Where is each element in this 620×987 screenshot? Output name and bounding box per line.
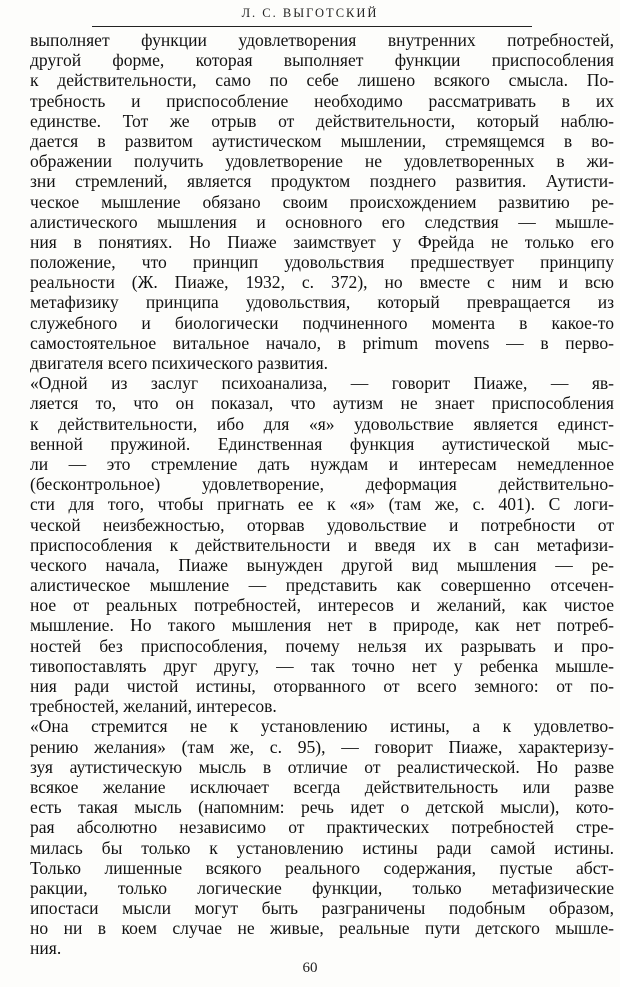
text-line: метафизику принципа удовольствия, который превращается из bbox=[30, 292, 614, 313]
text-line: ния ради чистой истины, оторванного от всего земного: от по- bbox=[30, 676, 614, 696]
text-line: мышление. Но такого мышления нет в природе, как нет потреб- bbox=[30, 615, 614, 636]
text-line: милась бы только к установлению истины ради самой истины. bbox=[30, 837, 614, 858]
text-line: ния. bbox=[30, 938, 62, 959]
header-rule bbox=[92, 26, 532, 27]
text-line: реальности (Ж. Пиаже, 1932, с. 372), но вместе с ним и всю bbox=[30, 272, 614, 293]
text-line: зуя аутистическую мысль в отличие от реалистической. Но разве bbox=[30, 756, 614, 777]
text-line: ческой неизбежностью, оторвав удовольствие и потребности от bbox=[30, 514, 614, 535]
text-line: ное от реальных потребностей, интересов и желаний, как чистое bbox=[30, 595, 614, 616]
text-line: ния в понятиях. Но Пиаже заимствует у Фрейда не только его bbox=[30, 231, 614, 252]
text-line: но ни в коем случае не живые, реальные пути детского мышле- bbox=[30, 918, 614, 939]
text-line: венной пружиной. Единственная функция аутистической мыс- bbox=[30, 433, 614, 454]
text-line: к действительности, ибо для «я» удовольствие является единст- bbox=[30, 413, 614, 434]
text-line: приспособления к действительности и введя их в сан метафизи- bbox=[30, 534, 614, 555]
text-line: ипостаси мысли могут быть разграничены подобным образом, bbox=[30, 898, 614, 919]
text-line: единстве. Тот же отрыв от действительности, который наблю- bbox=[30, 110, 614, 131]
text-line: к действительности, само по себе лишено всякого смысла. По- bbox=[30, 70, 614, 91]
text-line: «Одной из заслуг психоанализа, — говорит Пиаже, — яв- bbox=[30, 373, 614, 394]
text-line: сти для того, чтобы пригнать ее к «я» (там же, с. 401). С логи- bbox=[30, 494, 614, 515]
text-line: алистического мышления и основного его следствия — мышле- bbox=[30, 211, 614, 232]
text-line: требность и приспособление необходимо рассматривать в их bbox=[30, 90, 614, 111]
text-line: ли — это стремление дать нуждам и интересам немедленное bbox=[30, 453, 614, 474]
running-head: Л. С. ВЫГОТСКИЙ bbox=[241, 6, 379, 20]
text-line: другой форме, которая выполняет функции приспособления bbox=[30, 50, 614, 71]
page-number: 60 bbox=[302, 960, 318, 976]
paragraph-1 bbox=[30, 30, 614, 373]
text-line: алистическое мышление — представить как совершенно отсечен- bbox=[30, 575, 614, 596]
text-line: ляется то, что он показал, что аутизм не знает приспособления bbox=[30, 393, 614, 414]
text-line: дается в развитом аутистическом мышлении, стремящемся в во- bbox=[30, 130, 614, 151]
text-line: Только лишенные всякого реального содержания, пустые абст- bbox=[30, 857, 614, 878]
text-line: ракции, только логические функции, только метафизические bbox=[30, 877, 614, 898]
text-line: «Она стремится не к установлению истины, а к удовлетво- bbox=[30, 716, 614, 737]
paragraph-3 bbox=[30, 716, 614, 958]
text-line: требностей, желаний, интересов. bbox=[30, 696, 277, 717]
text-line: есть такая мысль (напомним: речь идет о детской мысли), кото- bbox=[30, 797, 614, 818]
text-line: всякое желание исключает всегда действительность или разве bbox=[30, 776, 614, 797]
text-line: ностей без приспособления, почему нельзя их разрывать и про- bbox=[30, 635, 614, 656]
text-line: ображении получить удовлетворение не удовлетворенных в жи- bbox=[30, 151, 614, 172]
text-line: самостоятельное витальное начало, в primum movens — в перво- bbox=[30, 332, 614, 353]
body-text bbox=[30, 30, 614, 959]
text-line: зни стремлений, является продуктом позднего развития. Аутисти- bbox=[30, 171, 614, 192]
text-line: ческого начала, Пиаже вынужден другой вид мышления — ре- bbox=[30, 554, 614, 575]
text-line: ческое мышление обязано своим происхождением развитию ре- bbox=[30, 191, 614, 212]
text-line: рая абсолютно независимо от практических потребностей стре- bbox=[30, 817, 614, 838]
text-line: двигателя всего психического развития. bbox=[30, 353, 329, 373]
text-line: (бесконтрольное) удовлетворение, деформация действительно- bbox=[30, 474, 614, 495]
text-line: рению желания» (там же, с. 95), — говорит Пиаже, характеризу- bbox=[30, 736, 614, 757]
text-line: положение, что принцип удовольствия предшествует принципу bbox=[30, 252, 614, 273]
text-line: служебного и биологически подчиненного момента в какое-то bbox=[30, 312, 614, 333]
text-line: тивопоставлять друг другу, — так точно нет у ребенка мышле- bbox=[30, 655, 614, 676]
text-line: выполняет функции удовлетворения внутренних потребностей, bbox=[30, 30, 614, 50]
paragraph-2 bbox=[30, 373, 614, 716]
